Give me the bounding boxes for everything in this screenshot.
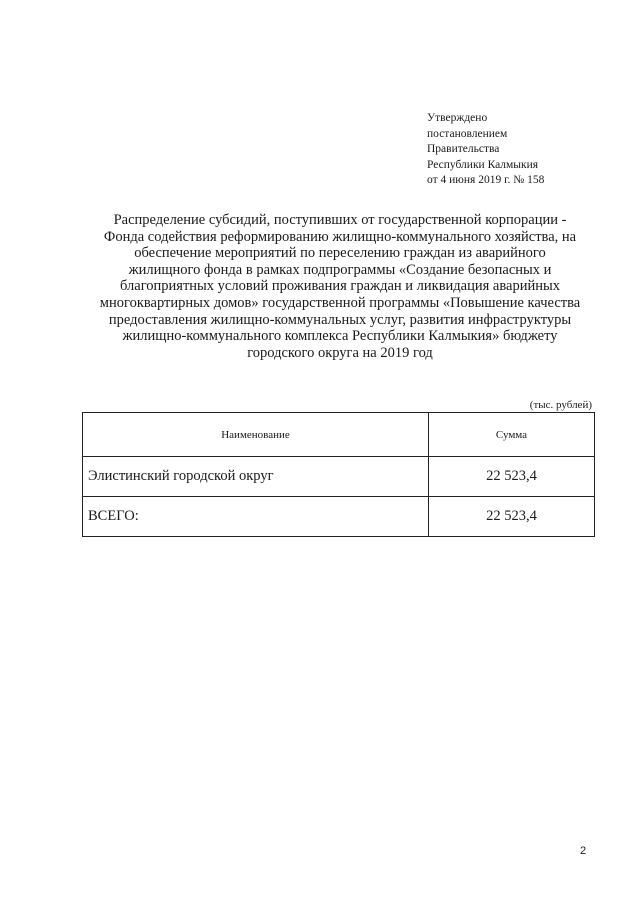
header-amount: Сумма [429,413,595,457]
approval-line: Республики Калмыкия [427,158,539,171]
row-amount: 22 523,4 [429,457,595,497]
title-line: Распределение субсидий, поступивших от государственной корпорации - [113,212,567,228]
table-row [83,457,595,497]
approval-line: от 4 июня 2019 г. № 158 [427,174,545,186]
title-line: жилищно-коммунального комплекса Республики Калмыкия» бюджету [122,328,558,345]
title-line: многоквартирных домов» государственной программы «Повышение качества [99,294,581,311]
table-header-row [83,413,595,457]
header-name: Наименование [83,413,429,457]
approval-block [427,111,544,189]
approval-line: постановлением [427,127,508,140]
approval-line: Правительства [427,143,500,155]
title-line: обеспечение мероприятий по переселению граждан из аварийного [134,245,546,262]
title-line: Фонда содействия реформированию жилищно-коммунального хозяйства, на [103,228,577,245]
table-total-row [83,497,595,537]
title-line: предоставления жилищно-коммунальных услуг, развития инфраструктуры [108,311,572,328]
title-line: городского округа на 2019 год [247,344,433,361]
row-amount: 22 523,4 [429,497,595,537]
title-line: благоприятных условий проживания граждан и ликвидация аварийных [120,278,560,295]
title-line: жилищного фонда в рамках подпрограммы «Создание безопасных и [128,261,552,278]
row-name: ВСЕГО: [83,497,429,537]
row-name: Элистинский городской округ [83,457,429,497]
page-number: 2 [580,845,587,857]
approval-line: Утверждено [427,112,488,124]
units-note: (тыс. рублей) [529,399,592,411]
subsidy-table [82,412,595,537]
document-title [80,212,600,361]
